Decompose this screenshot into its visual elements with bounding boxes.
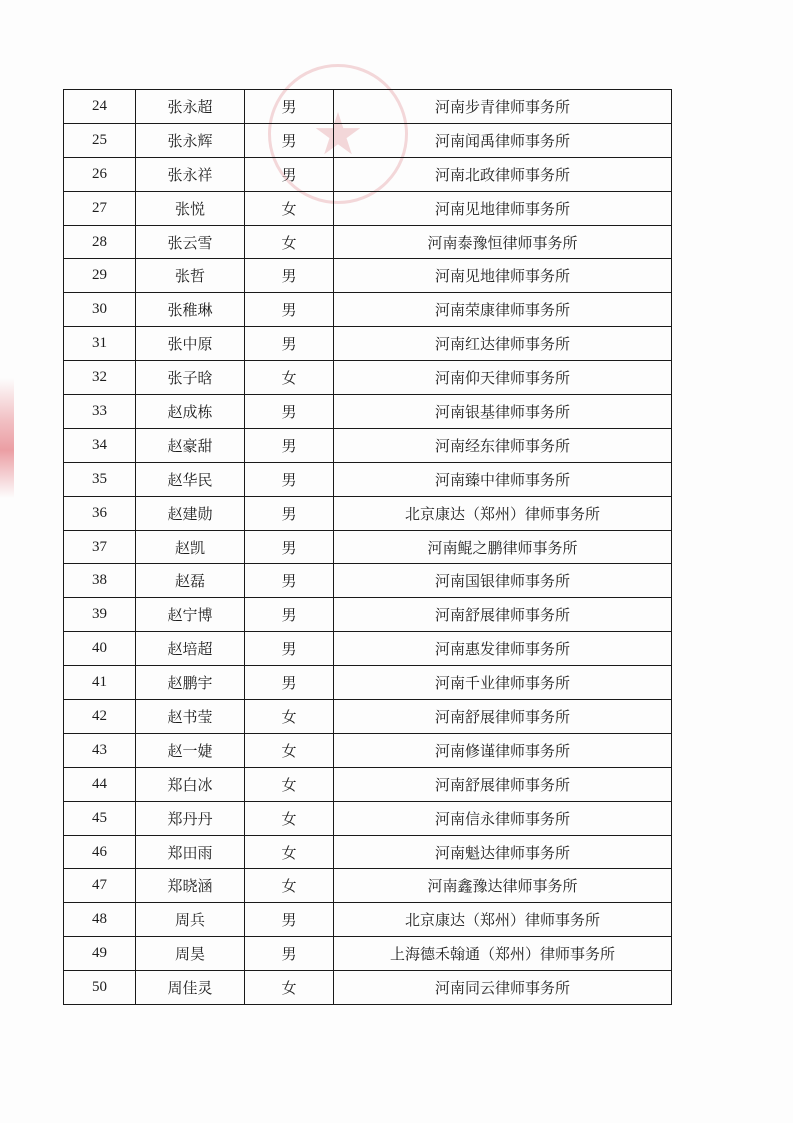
row-number-cell: 31 [64, 327, 136, 361]
law-firm-cell: 河南红达律师事务所 [334, 327, 672, 361]
law-firm-cell: 河南北政律师事务所 [334, 157, 672, 191]
row-number-cell: 29 [64, 259, 136, 293]
gender-cell: 女 [245, 835, 334, 869]
law-firm-cell: 上海德禾翰通（郑州）律师事务所 [334, 937, 672, 971]
name-cell: 郑晓涵 [136, 869, 245, 903]
name-cell: 张永祥 [136, 157, 245, 191]
table-row [64, 157, 672, 191]
row-number-cell: 46 [64, 835, 136, 869]
law-firm-cell: 河南修谨律师事务所 [334, 733, 672, 767]
name-cell: 张悦 [136, 191, 245, 225]
table-row [64, 462, 672, 496]
row-number-cell: 30 [64, 293, 136, 327]
name-cell: 赵建勋 [136, 496, 245, 530]
table-row [64, 700, 672, 734]
table-row [64, 395, 672, 429]
law-firm-cell: 河南惠发律师事务所 [334, 632, 672, 666]
row-number-cell: 26 [64, 157, 136, 191]
name-cell: 张永超 [136, 90, 245, 124]
table-row [64, 293, 672, 327]
name-cell: 赵华民 [136, 462, 245, 496]
row-number-cell: 38 [64, 564, 136, 598]
gender-cell: 女 [245, 191, 334, 225]
table-row [64, 937, 672, 971]
law-firm-cell: 河南臻中律师事务所 [334, 462, 672, 496]
law-firm-cell: 河南信永律师事务所 [334, 801, 672, 835]
roster-body [64, 90, 672, 1005]
table-row [64, 259, 672, 293]
gender-cell: 男 [245, 157, 334, 191]
name-cell: 张永辉 [136, 123, 245, 157]
law-firm-cell: 河南魁达律师事务所 [334, 835, 672, 869]
gender-cell: 女 [245, 225, 334, 259]
table-row [64, 123, 672, 157]
row-number-cell: 36 [64, 496, 136, 530]
gender-cell: 男 [245, 90, 334, 124]
gender-cell: 女 [245, 767, 334, 801]
gender-cell: 男 [245, 123, 334, 157]
name-cell: 周佳灵 [136, 971, 245, 1005]
gender-cell: 女 [245, 971, 334, 1005]
row-number-cell: 24 [64, 90, 136, 124]
gender-cell: 男 [245, 530, 334, 564]
table-row [64, 530, 672, 564]
name-cell: 赵宁博 [136, 598, 245, 632]
gender-cell: 男 [245, 903, 334, 937]
law-firm-cell: 河南见地律师事务所 [334, 191, 672, 225]
gender-cell: 女 [245, 733, 334, 767]
law-firm-cell: 河南银基律师事务所 [334, 395, 672, 429]
table-row [64, 869, 672, 903]
law-firm-cell: 北京康达（郑州）律师事务所 [334, 496, 672, 530]
gender-cell: 男 [245, 564, 334, 598]
name-cell: 张稚琳 [136, 293, 245, 327]
law-firm-cell: 河南鑫豫达律师事务所 [334, 869, 672, 903]
name-cell: 赵鹏宇 [136, 666, 245, 700]
row-number-cell: 35 [64, 462, 136, 496]
law-firm-cell: 河南同云律师事务所 [334, 971, 672, 1005]
name-cell: 赵一婕 [136, 733, 245, 767]
row-number-cell: 44 [64, 767, 136, 801]
gender-cell: 男 [245, 259, 334, 293]
gender-cell: 男 [245, 327, 334, 361]
name-cell: 郑丹丹 [136, 801, 245, 835]
star-icon: ★ [312, 100, 364, 168]
name-cell: 张中原 [136, 327, 245, 361]
table-row [64, 835, 672, 869]
law-firm-cell: 北京康达（郑州）律师事务所 [334, 903, 672, 937]
table-row [64, 971, 672, 1005]
row-number-cell: 28 [64, 225, 136, 259]
law-firm-cell: 河南仰天律师事务所 [334, 361, 672, 395]
table-row [64, 496, 672, 530]
gender-cell: 女 [245, 700, 334, 734]
row-number-cell: 42 [64, 700, 136, 734]
table-row [64, 801, 672, 835]
law-firm-cell: 河南千业律师事务所 [334, 666, 672, 700]
stamp-edge-mark [0, 378, 14, 498]
name-cell: 张子晗 [136, 361, 245, 395]
table-row [64, 361, 672, 395]
law-firm-cell: 河南舒展律师事务所 [334, 700, 672, 734]
table-row [64, 733, 672, 767]
name-cell: 赵培超 [136, 632, 245, 666]
name-cell: 郑田雨 [136, 835, 245, 869]
row-number-cell: 41 [64, 666, 136, 700]
law-firm-cell: 河南鲲之鹏律师事务所 [334, 530, 672, 564]
law-firm-cell: 河南闻禹律师事务所 [334, 123, 672, 157]
row-number-cell: 33 [64, 395, 136, 429]
row-number-cell: 45 [64, 801, 136, 835]
gender-cell: 男 [245, 598, 334, 632]
name-cell: 赵凯 [136, 530, 245, 564]
name-cell: 赵豪甜 [136, 428, 245, 462]
law-firm-cell: 河南见地律师事务所 [334, 259, 672, 293]
name-cell: 赵书莹 [136, 700, 245, 734]
name-cell: 赵成栋 [136, 395, 245, 429]
row-number-cell: 48 [64, 903, 136, 937]
gender-cell: 女 [245, 361, 334, 395]
row-number-cell: 27 [64, 191, 136, 225]
table-row [64, 191, 672, 225]
law-firm-cell: 河南国银律师事务所 [334, 564, 672, 598]
gender-cell: 男 [245, 937, 334, 971]
gender-cell: 女 [245, 801, 334, 835]
name-cell: 郑白冰 [136, 767, 245, 801]
table-row [64, 428, 672, 462]
table-row [64, 564, 672, 598]
row-number-cell: 43 [64, 733, 136, 767]
gender-cell: 男 [245, 395, 334, 429]
row-number-cell: 50 [64, 971, 136, 1005]
law-firm-cell: 河南舒展律师事务所 [334, 598, 672, 632]
table-row [64, 327, 672, 361]
gender-cell: 女 [245, 869, 334, 903]
gender-cell: 男 [245, 462, 334, 496]
name-cell: 张云雪 [136, 225, 245, 259]
name-cell: 张哲 [136, 259, 245, 293]
row-number-cell: 49 [64, 937, 136, 971]
table-row [64, 225, 672, 259]
law-firm-cell: 河南泰豫恒律师事务所 [334, 225, 672, 259]
row-number-cell: 34 [64, 428, 136, 462]
gender-cell: 男 [245, 428, 334, 462]
lawyer-roster-table [63, 89, 672, 1005]
name-cell: 赵磊 [136, 564, 245, 598]
table-row [64, 90, 672, 124]
gender-cell: 男 [245, 496, 334, 530]
row-number-cell: 37 [64, 530, 136, 564]
row-number-cell: 47 [64, 869, 136, 903]
row-number-cell: 39 [64, 598, 136, 632]
row-number-cell: 32 [64, 361, 136, 395]
gender-cell: 男 [245, 293, 334, 327]
law-firm-cell: 河南荣康律师事务所 [334, 293, 672, 327]
law-firm-cell: 河南步青律师事务所 [334, 90, 672, 124]
name-cell: 周昊 [136, 937, 245, 971]
gender-cell: 男 [245, 632, 334, 666]
law-firm-cell: 河南经东律师事务所 [334, 428, 672, 462]
table-row [64, 632, 672, 666]
gender-cell: 男 [245, 666, 334, 700]
law-firm-cell: 河南舒展律师事务所 [334, 767, 672, 801]
table-row [64, 767, 672, 801]
name-cell: 周兵 [136, 903, 245, 937]
row-number-cell: 25 [64, 123, 136, 157]
table-row [64, 666, 672, 700]
row-number-cell: 40 [64, 632, 136, 666]
table-row [64, 903, 672, 937]
table-row [64, 598, 672, 632]
